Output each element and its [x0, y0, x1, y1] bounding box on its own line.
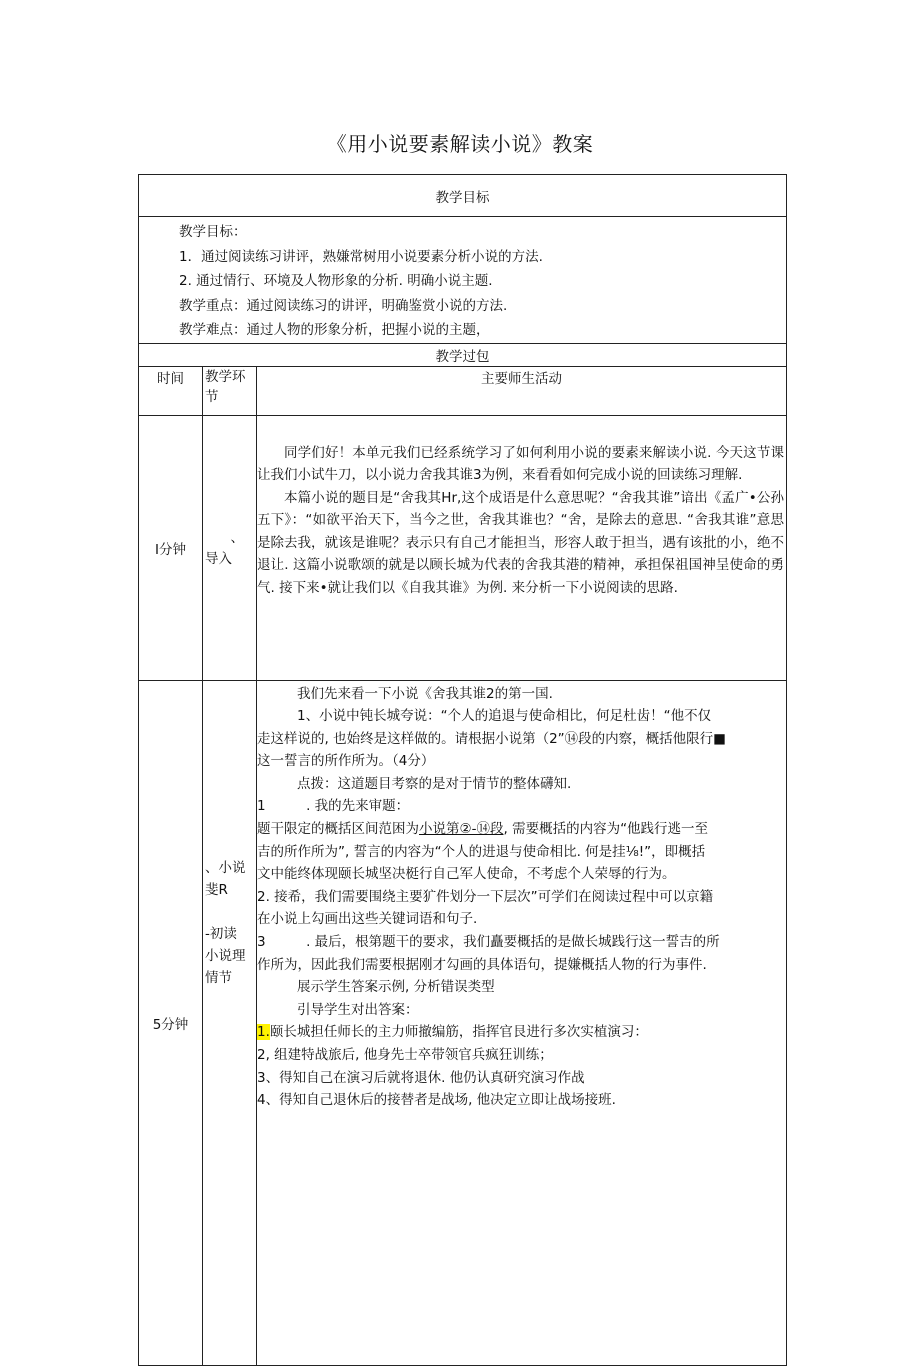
step-line: 情节 — [205, 969, 232, 986]
column-header-time: 时间 — [139, 366, 203, 415]
step-line: 斐R — [205, 881, 228, 898]
row-activity — [257, 415, 787, 680]
objective-line: 1．通过阅读练习讲评，熟嫌常树用小说要素分析小说的方法. — [179, 248, 543, 265]
underlined-range: 小说第②-⑭段 — [419, 821, 504, 838]
objectives-block — [139, 217, 787, 344]
line-text: 题干限定的概括区间范困为 — [257, 821, 419, 838]
lesson-plan-table — [138, 174, 787, 1366]
activity-line: 在小说上勾画出这些关键词语和句子. — [257, 911, 478, 928]
row-time: 5分钟 — [139, 680, 203, 1365]
step-line — [205, 901, 256, 923]
activity-line: 点拨：这道题目考察的是对于情节的整体礴知. — [297, 775, 572, 792]
line-text: 颐长城担任师长的主力师撤编筋，指挥官艮进行多次实植演习： — [269, 1024, 648, 1041]
objective-line: 教学重点：通过阅读练习的讲评，明确鉴赏小说的方法. — [179, 297, 508, 314]
activity-line: 1 . 我的先来审题： — [257, 798, 410, 815]
row-step — [203, 680, 257, 1365]
activity-line: 3 . 最后，根第题干的要求，我们矗要概括的是做长城践行这一誓吉的所 — [257, 934, 720, 951]
step-mark: 、 — [230, 529, 244, 546]
objective-line: 教学目标： — [179, 224, 247, 240]
activity-line: 2. 接希，我们需要围绕主要犷件划分一下层次”可学们在阅读过程中可以京籍 — [257, 888, 714, 905]
activity-paragraph: 同学们好！本单元我们已经系统学习了如何利用小说的要素来解读小说. 今天这节课让我们小试牛刀，以小说力舍我其谁3为例，来看看如何完成小说的回读练习理解. — [257, 444, 784, 484]
activity-line: 走这样说的, 也始终是这样做的。请根据小说第（2”⑭段的内察，概括他限行■ — [257, 730, 726, 747]
process-header: 教学过包 — [139, 343, 787, 366]
row-activity — [257, 680, 787, 1365]
activity-line: 4、得知自己退休后的接替者是战场, 他决定立即让战场接班. — [257, 1092, 616, 1109]
step-label: 导入 — [205, 550, 232, 567]
highlighted-number: 1. — [257, 1024, 270, 1041]
activity-line: 引导学生对出答案： — [297, 1001, 419, 1018]
table-row — [139, 415, 787, 680]
activity-line: 这一誓言的所作所为。（4分） — [257, 753, 435, 770]
activity-line: 1、小说中钝长城夸说：“个人的追退与使命相比，何足杜齿！“他不仅 — [297, 708, 712, 725]
objective-line: 教学难点：通过人物的形象分析，把握小说的主题， — [179, 322, 490, 338]
activity-line: 3、得知自己在演习后就将退休. 他仍认真研究演习作战 — [257, 1069, 585, 1086]
activity-line — [257, 818, 784, 841]
activity-line: 作所为，因此我们需要根据刚才勾画的具体语句，提嫌概括人物的行为事件. — [257, 956, 707, 973]
row-step — [203, 415, 257, 680]
objectives-header: 教学目标 — [139, 175, 787, 217]
row-time: I分钟 — [139, 415, 203, 680]
table-row — [139, 680, 787, 1365]
objective-line: 2. 通过情行、环境及人物形象的分析. 明确小说主题. — [179, 273, 493, 289]
activity-line: 展示学生答案示例, 分析错误类型 — [297, 979, 495, 996]
activity-line: 文中能终体现颐长城坚决梃行自己军人使命，不考虑个人荣辱的行为。 — [257, 866, 676, 883]
line-text: , 需要概括的内容为“他践行逃一至 — [503, 821, 709, 838]
column-header-step: 教学环节 — [203, 366, 257, 415]
page-title: 《用小说要素解读小说》教案 — [326, 132, 594, 156]
activity-line: 2, 组建特战旅后, 他身先士卒带领官兵疯狂训练； — [257, 1047, 553, 1063]
step-line: 小说理 — [205, 947, 246, 964]
activity-line: 吉的所作所为”, 誓言的内容为“个人的进退与使命相比. 何是挂⅛!”，即概括 — [257, 843, 706, 860]
column-header-activity: 主要师生活动 — [257, 366, 787, 415]
step-line: 、小说 — [205, 859, 246, 876]
activity-line: 我们先来看一下小说《舍我其谁2的第一国. — [297, 685, 553, 702]
activity-paragraph: 本篇小说的题目是“舍我其Hr,这个成语是什么意思呢？“舍我其谁”谙出《孟广•公孙五下》：“如欲平治天下，当今之世，舍我其谁也？“舍，是除去的意思. “舍我其谁”意思是除去我，就该是谁呢？表示只有自己才能担当，形容人敢于担当，遇有该批的小，绝不退让. 这篇小说歌颂的就是以顾长城为代表的舍我其港的精神，承担保祖国神呈使命的勇气. 接下来•就让我们以《自我其谁》为例. 来分析一下小说阅读的思路. — [257, 489, 784, 597]
step-line: -初读 — [205, 925, 237, 942]
activity-line — [257, 1021, 784, 1044]
